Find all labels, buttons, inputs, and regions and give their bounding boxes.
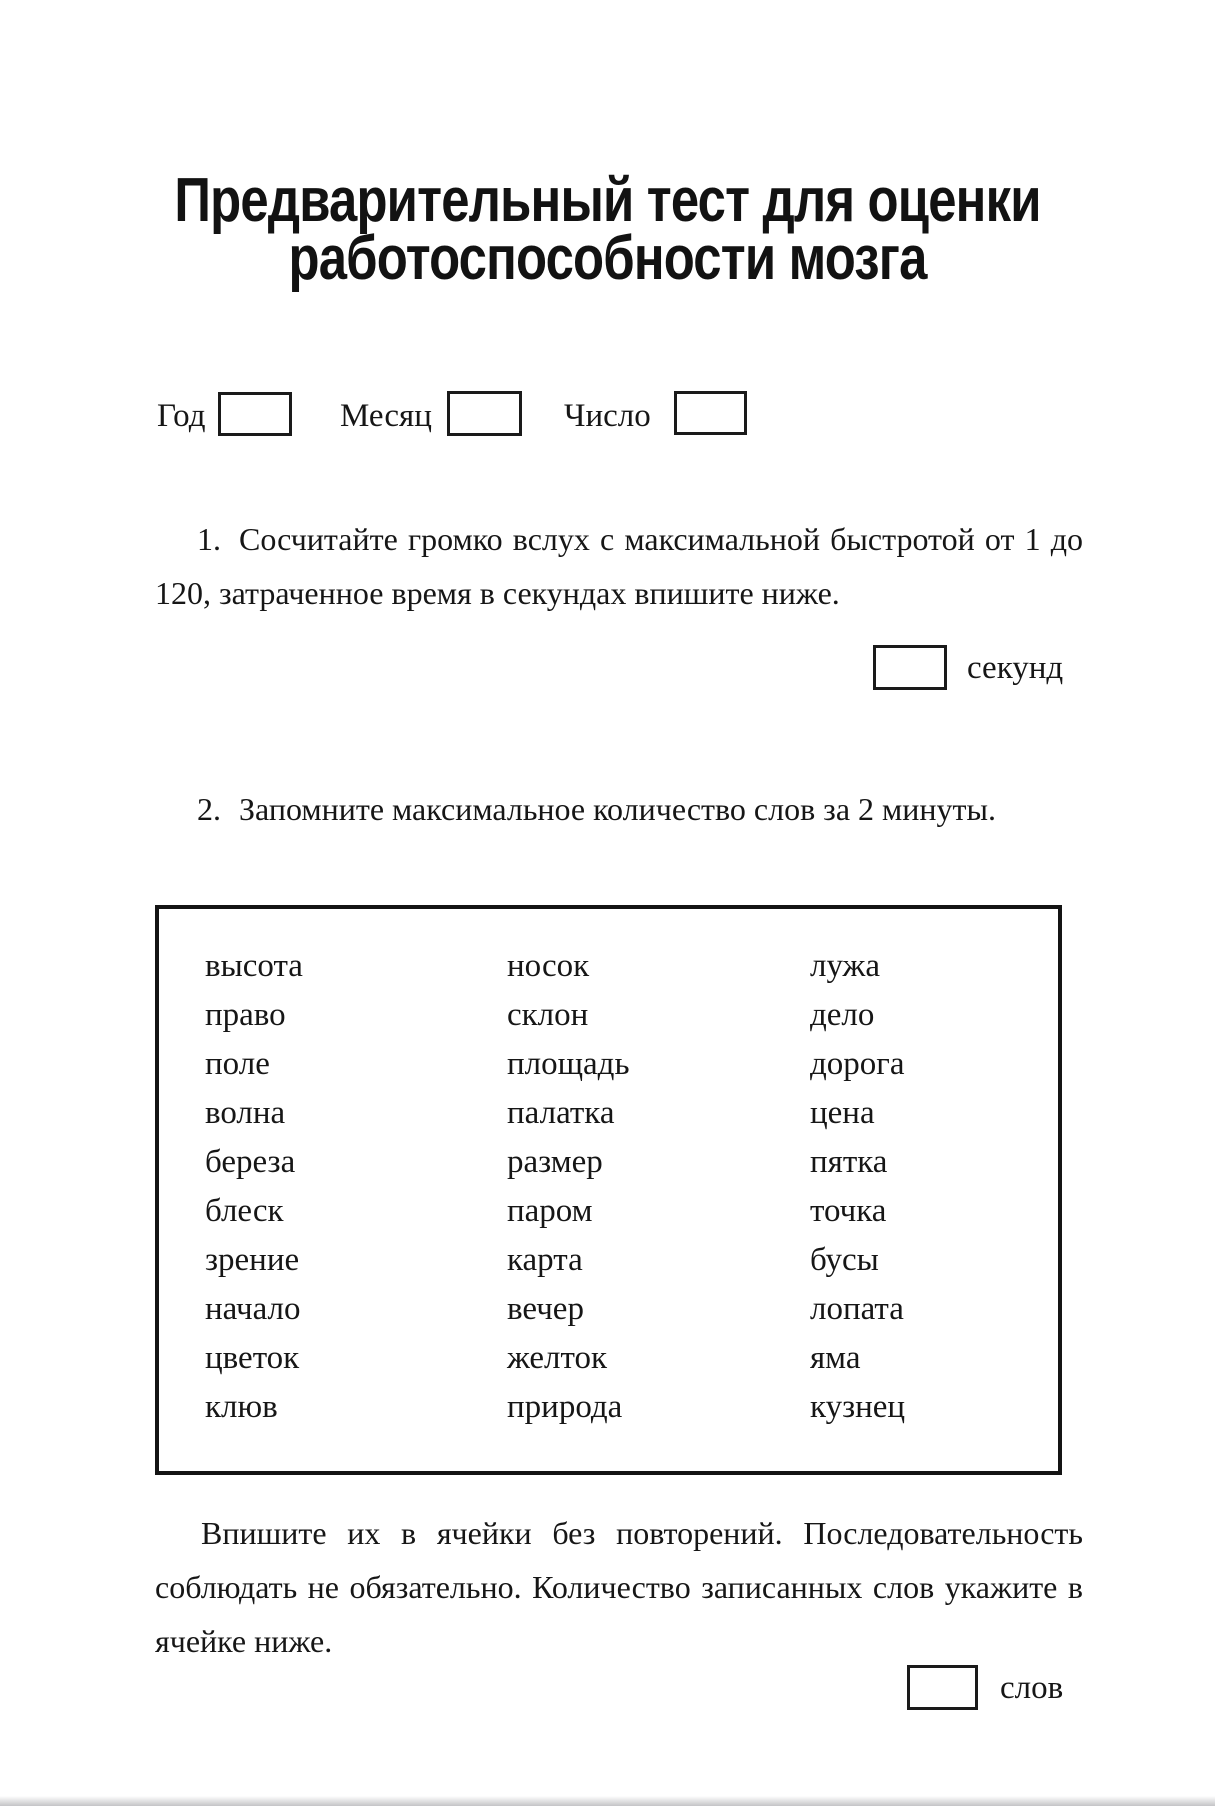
page-title-line-2: работоспособности мозга [288, 224, 927, 293]
word-item: зрение [205, 1242, 300, 1278]
word-item: желток [507, 1340, 607, 1376]
page-edge-shadow [0, 1796, 1215, 1806]
word-item: дело [810, 997, 875, 1033]
day-label: Число [564, 398, 651, 434]
task2-instruction: Впишите их в ячейки без повторений. Последовательность соблюдать не обязательно. Количество записанных слов укажите в ячейке ниже. [155, 1515, 1083, 1659]
task2-paragraph [155, 782, 1083, 836]
word-item: лопата [810, 1291, 904, 1327]
seconds-unit-label: секунд [967, 650, 1064, 686]
month-label: Месяц [340, 398, 432, 434]
task2-text: Запомните максимальное количество слов за 2 минуты. [239, 791, 996, 827]
word-item: пятка [810, 1144, 888, 1180]
word-list-frame [155, 905, 1062, 1475]
words-unit-label: слов [1000, 1670, 1064, 1706]
task2-number: 2. [197, 791, 221, 827]
word-item: поле [205, 1046, 270, 1082]
word-item: начало [205, 1291, 301, 1327]
word-item: цена [810, 1095, 875, 1131]
word-item: вечер [507, 1291, 584, 1327]
word-item: природа [507, 1389, 623, 1425]
word-item: дорога [810, 1046, 905, 1082]
word-item: палатка [507, 1095, 615, 1131]
word-item: клюв [205, 1389, 278, 1425]
word-column-2 [507, 942, 630, 1432]
page-title [0, 166, 1215, 293]
word-item: точка [810, 1193, 887, 1229]
word-column-3 [810, 942, 905, 1432]
word-item: площадь [507, 1046, 630, 1082]
words-count-input-box[interactable] [907, 1665, 978, 1710]
word-item: волна [205, 1095, 286, 1131]
task1-text: Сосчитайте громко вслух с максимальной быстротой от 1 до 120, затраченное время в секундах впишите ниже. [155, 521, 1083, 611]
month-input-box[interactable] [447, 391, 522, 436]
task1-paragraph [155, 512, 1083, 620]
word-item: цветок [205, 1340, 300, 1376]
task1-number: 1. [197, 521, 221, 557]
word-item: береза [205, 1144, 296, 1180]
word-item: высота [205, 948, 303, 984]
page-title-line-1: Предварительный тест для оценки [174, 166, 1041, 235]
word-item: блеск [205, 1193, 284, 1229]
year-label: Год [157, 398, 206, 434]
word-item: размер [507, 1144, 603, 1180]
word-item: кузнец [810, 1389, 906, 1425]
word-column-1 [205, 942, 303, 1432]
word-item: право [205, 997, 286, 1033]
word-item: лужа [810, 948, 880, 984]
word-item: бусы [810, 1242, 879, 1278]
word-item: склон [507, 997, 589, 1033]
word-item: паром [507, 1193, 593, 1229]
word-item: носок [507, 948, 590, 984]
year-input-box[interactable] [218, 392, 292, 436]
seconds-input-box[interactable] [873, 645, 947, 690]
word-item: карта [507, 1242, 583, 1278]
word-item: яма [810, 1340, 861, 1376]
day-input-box[interactable] [674, 391, 747, 435]
